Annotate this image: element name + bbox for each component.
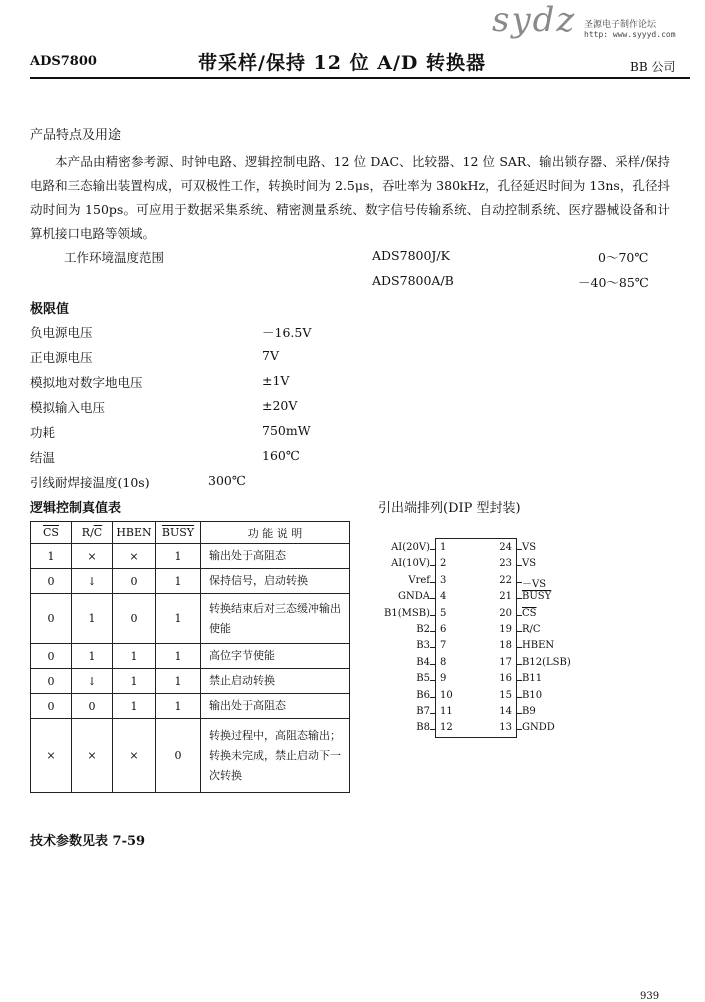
pin-lead — [516, 565, 522, 566]
pin-lead — [516, 615, 522, 616]
pin-number: 9 — [440, 673, 447, 685]
table-cell: 1 — [156, 644, 201, 669]
pin-number: 4 — [440, 591, 447, 603]
pin-number: 18 — [499, 640, 512, 652]
limit-label: 功耗 — [30, 425, 56, 440]
pin-lead — [516, 697, 522, 698]
pin-lead — [430, 549, 436, 550]
pin-number: 22 — [499, 574, 512, 586]
pin-name: AI(20V) — [391, 542, 430, 553]
table-row — [31, 669, 350, 694]
pin-name: B11 — [522, 673, 543, 685]
table-cell: 保持信号，启动转换 — [201, 569, 350, 594]
footnote: 技术参数见表 7-59 — [30, 834, 146, 849]
page-title: 带采样/保持 12 位 A/D 转换器 — [198, 52, 486, 74]
temp-model: ADS7800J/K — [372, 248, 450, 263]
pin-lead — [430, 647, 436, 648]
pin-number: 14 — [499, 706, 512, 717]
column-header-rc: $R/\overline{C}$ — [72, 522, 113, 544]
pin-lead — [516, 549, 522, 550]
table-row — [31, 544, 350, 569]
pin-name: $\overline{CS}$ — [522, 607, 537, 619]
pin-name: B4 — [416, 656, 430, 668]
pin-lead — [516, 664, 522, 665]
pin-name: B12(LSB) — [522, 656, 571, 668]
pin-name: B10 — [522, 689, 543, 701]
table-cell: 1 — [113, 694, 156, 719]
limit-value: ±1V — [262, 373, 290, 388]
header-rule — [30, 77, 690, 79]
truth-table — [30, 521, 350, 793]
table-cell: 1 — [156, 544, 201, 569]
pin-number: 13 — [499, 722, 512, 734]
watermark-site-name: 圣源电子制作论坛 — [584, 20, 657, 30]
pin-lead — [430, 565, 436, 566]
pin-lead — [430, 582, 436, 583]
limits-heading: 极限值 — [30, 302, 70, 317]
limit-value: ±20V — [262, 398, 298, 413]
pin-name: BUSY — [522, 591, 552, 603]
pin-number: 12 — [440, 722, 453, 734]
limit-value: 160℃ — [262, 448, 300, 463]
table-cell: 高位字节使能 — [201, 644, 350, 669]
pin-lead — [430, 713, 436, 714]
table-cell: 转换结束后对三态缓冲输出使能 — [201, 594, 350, 644]
pin-number: 15 — [499, 689, 512, 701]
table-cell: 1 — [156, 669, 201, 694]
limit-value: 750mW — [262, 423, 311, 438]
pin-name: B6 — [416, 689, 430, 701]
table-cell: 0 — [113, 594, 156, 644]
pin-name: B8 — [416, 722, 430, 734]
pin-lead — [516, 729, 522, 730]
watermark-logo: sydz — [492, 0, 577, 40]
pin-name: HBEN — [522, 640, 555, 652]
pinout-heading: 引出端排列(DIP 型封装) — [378, 501, 521, 516]
table-cell: ↓ — [72, 569, 113, 594]
pin-name: －VS — [522, 578, 547, 590]
table-row — [31, 719, 350, 793]
pin-name: B1(MSB) — [384, 607, 430, 619]
table-cell: × — [31, 719, 72, 793]
table-cell: 0 — [113, 569, 156, 594]
limit-value: 7V — [262, 348, 279, 363]
pin-name: AI(10V) — [391, 558, 430, 570]
pin-name: B9 — [522, 706, 536, 717]
pin-number: 6 — [440, 624, 447, 635]
pin-number: 24 — [499, 542, 512, 553]
table-cell: 1 — [156, 694, 201, 719]
pin-lead — [430, 615, 436, 616]
pin-lead — [516, 713, 522, 714]
table-cell: 1 — [72, 594, 113, 644]
pin-lead — [430, 598, 436, 599]
pin-name: VS — [522, 558, 537, 570]
table-cell: 0 — [31, 569, 72, 594]
table-cell: 1 — [156, 569, 201, 594]
pin-lead — [430, 729, 436, 730]
pin-number: 8 — [440, 656, 447, 668]
column-header-hben: HBEN — [113, 522, 156, 544]
temp-range: －40～85℃ — [578, 275, 649, 290]
column-header-busy: BUSY — [156, 522, 201, 544]
table-cell: 禁止启动转换 — [201, 669, 350, 694]
table-row — [31, 569, 350, 594]
table-cell: 1 — [156, 594, 201, 644]
table-cell: 转换过程中，高阻态输出；转换未完成，禁止启动下一次转换 — [201, 719, 350, 793]
table-row — [31, 644, 350, 669]
limit-label: 负电源电压 — [30, 325, 93, 340]
table-cell: 0 — [31, 694, 72, 719]
watermark — [488, 0, 705, 50]
table-cell: ↓ — [72, 669, 113, 694]
table-cell: × — [72, 719, 113, 793]
pin-number: 3 — [440, 574, 447, 586]
table-cell: 1 — [113, 644, 156, 669]
pin-lead — [516, 598, 522, 599]
pin-lead — [516, 647, 522, 648]
part-number: ADS7800 — [30, 54, 97, 69]
table-cell: × — [72, 544, 113, 569]
pin-name: B7 — [416, 706, 430, 717]
features-paragraph — [30, 150, 670, 246]
pin-name: GNDD — [522, 722, 555, 734]
table-row — [31, 594, 350, 644]
table-row — [31, 694, 350, 719]
table-header-row — [31, 522, 350, 544]
column-header-function: 功 能 说 明 — [201, 522, 350, 544]
limit-value: 300℃ — [208, 473, 246, 488]
table-cell: 0 — [31, 594, 72, 644]
table-cell: 1 — [113, 669, 156, 694]
pin-name: B5 — [416, 673, 430, 685]
pin-lead — [516, 582, 522, 583]
pin-number: 19 — [499, 624, 512, 635]
pin-number: 16 — [499, 673, 512, 685]
column-header-cs: $\overline{CS}$ — [31, 522, 72, 544]
table-cell: 0 — [156, 719, 201, 793]
features-text: 本产品由精密参考源、时钟电路、逻辑控制电路、12 位 DAC、比较器、12 位 SAR、输出锁存器、采样/保持电路和三态输出装置构成，可双极性工作，转换时间为 2.5μs，吞吐率为 380kHz，孔径延迟时间为 13ns，孔径抖动时间为 150ps。可应用于数据采集系统、精密测量系统、数字信号传输系统、自动控制系统、医疗器械设备和计算机接口电路等领域。 — [30, 154, 670, 241]
pin-name: Vref — [408, 574, 430, 586]
truth-table-heading: 逻辑控制真值表 — [30, 501, 122, 516]
limit-label: 模拟输入电压 — [30, 400, 106, 415]
table-cell: × — [113, 544, 156, 569]
table-cell: 输出处于高阻态 — [201, 694, 350, 719]
limit-label: 引线耐焊接温度(10s) — [30, 475, 150, 490]
pin-lead — [516, 631, 522, 632]
limit-label: 正电源电压 — [30, 350, 93, 365]
pin-number: 5 — [440, 607, 447, 619]
pin-name: VS — [522, 542, 537, 553]
pin-number: 17 — [499, 656, 512, 668]
temp-range-label: 工作环境温度范围 — [64, 250, 165, 265]
pin-lead — [430, 664, 436, 665]
pin-number: 2 — [440, 558, 447, 570]
pin-name: GNDA — [398, 591, 430, 603]
watermark-url: http: www.syyyd.com — [584, 30, 676, 39]
limit-value: －16.5V — [262, 325, 312, 340]
pin-number: 11 — [440, 706, 453, 717]
pin-number: 20 — [499, 607, 512, 619]
pin-name: B3 — [416, 640, 430, 652]
pin-lead — [430, 680, 436, 681]
pin-lead — [430, 697, 436, 698]
page-number: 939 — [640, 991, 660, 1002]
pin-number: 23 — [499, 558, 512, 570]
pin-number: 7 — [440, 640, 447, 652]
table-cell: 输出处于高阻态 — [201, 544, 350, 569]
limit-label: 结温 — [30, 450, 56, 465]
dip-pinout-diagram — [360, 530, 620, 750]
table-cell: 1 — [72, 644, 113, 669]
pin-lead — [430, 631, 436, 632]
limit-label: 模拟地对数字地电压 — [30, 375, 143, 390]
pin-name: B2 — [416, 624, 430, 635]
table-cell: 0 — [31, 669, 72, 694]
pin-number: 21 — [499, 591, 512, 603]
temp-model: ADS7800A/B — [372, 273, 454, 288]
pin-lead — [516, 680, 522, 681]
table-cell: 0 — [31, 644, 72, 669]
pin-number: 10 — [440, 689, 453, 701]
pin-name: R/C — [522, 624, 541, 635]
table-cell: 0 — [72, 694, 113, 719]
pin-number: 1 — [440, 542, 447, 553]
manufacturer: BB 公司 — [630, 60, 676, 74]
features-heading: 产品特点及用途 — [30, 128, 122, 143]
table-cell: 1 — [31, 544, 72, 569]
table-cell: × — [113, 719, 156, 793]
temp-range: 0～70℃ — [598, 250, 649, 265]
